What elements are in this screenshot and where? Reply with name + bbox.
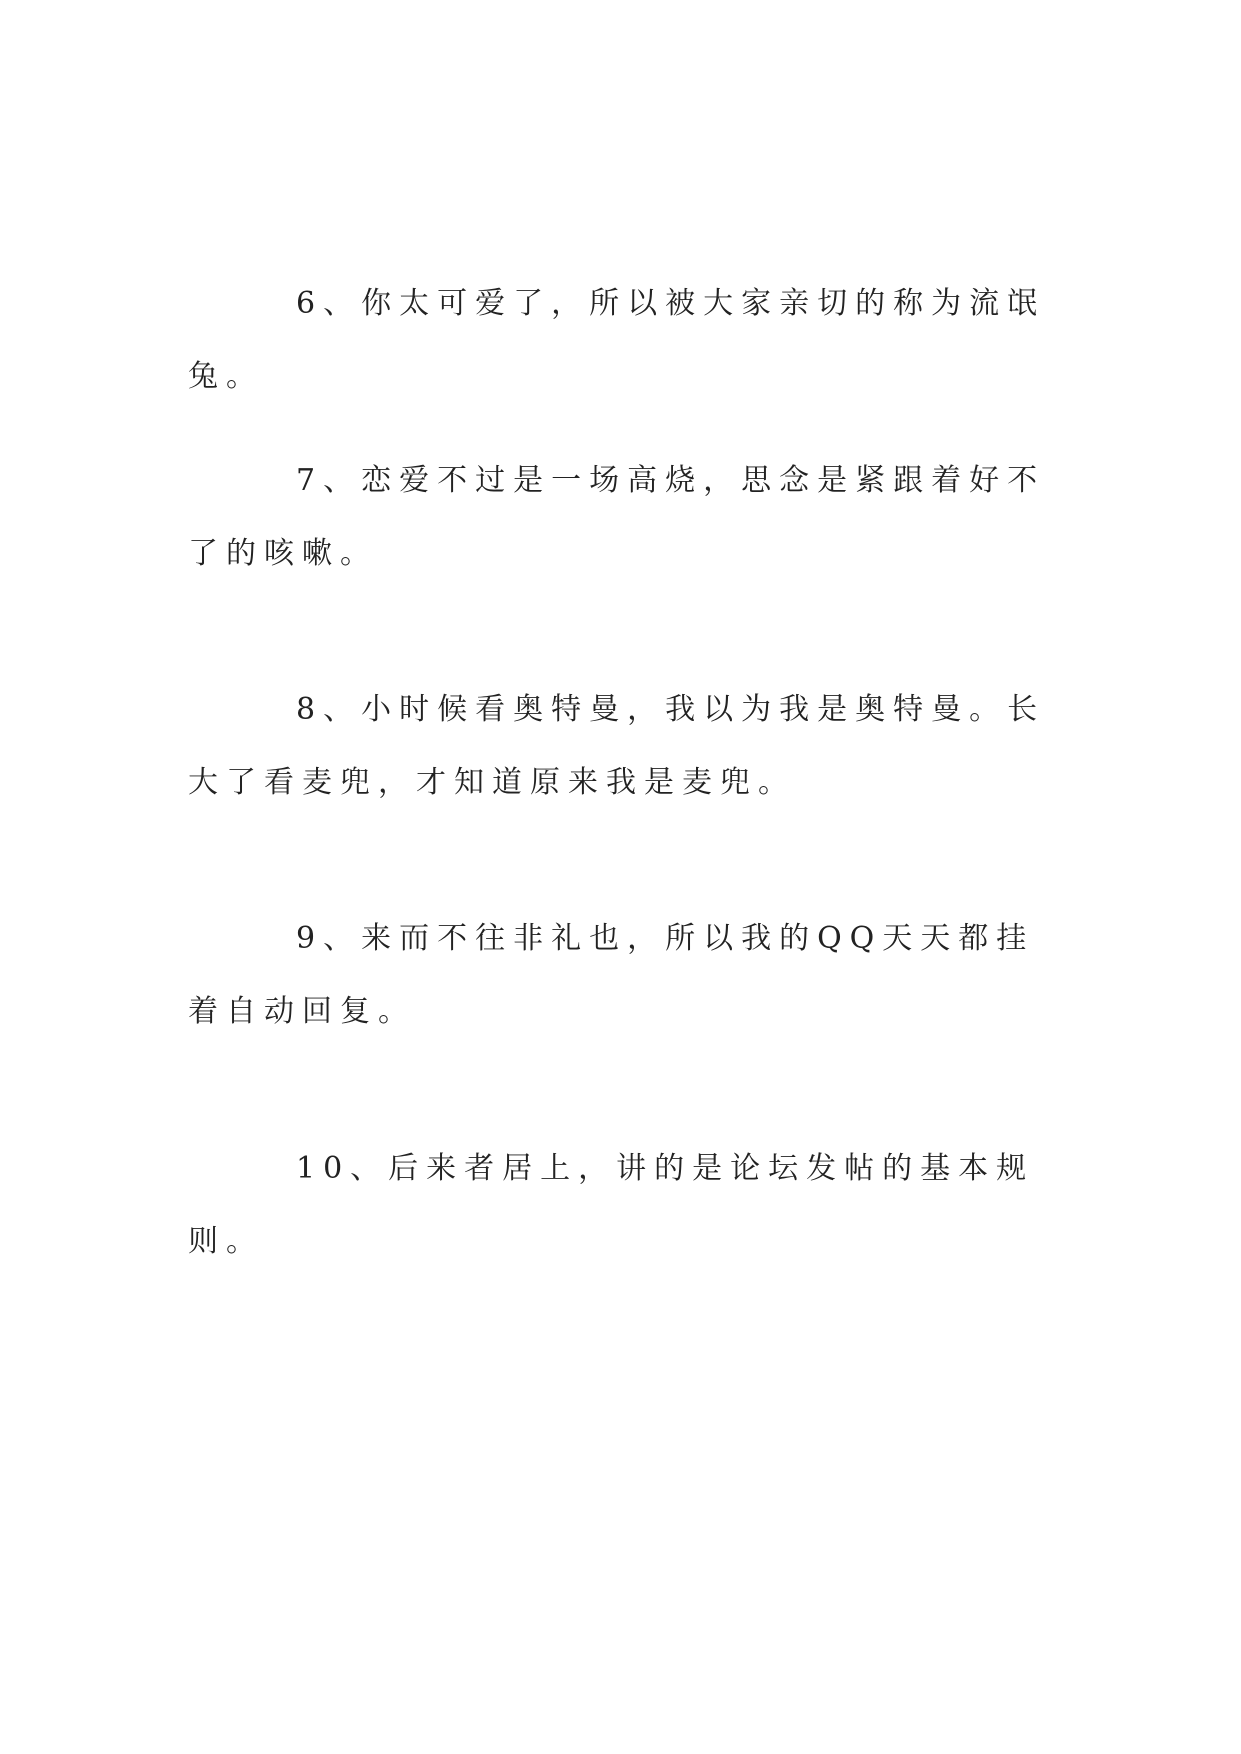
paragraph-item-6: 6、你太可爱了，所以被大家亲切的称为流氓兔。 (188, 286, 1046, 394)
paragraph-item-9: 9、来而不往非礼也，所以我的QQ天天都挂着自动回复。 (188, 921, 1035, 1029)
paragraph-item-7: 7、恋爱不过是一场高烧，思念是紧跟着好不了的咳嗽。 (188, 463, 1046, 571)
paragraph-item-10: 10、后来者居上，讲的是论坛发帖的基本规则。 (188, 1151, 1035, 1259)
paragraph-item-8: 8、小时候看奥特曼，我以为我是奥特曼。长大了看麦兜，才知道原来我是麦兜。 (188, 692, 1046, 800)
